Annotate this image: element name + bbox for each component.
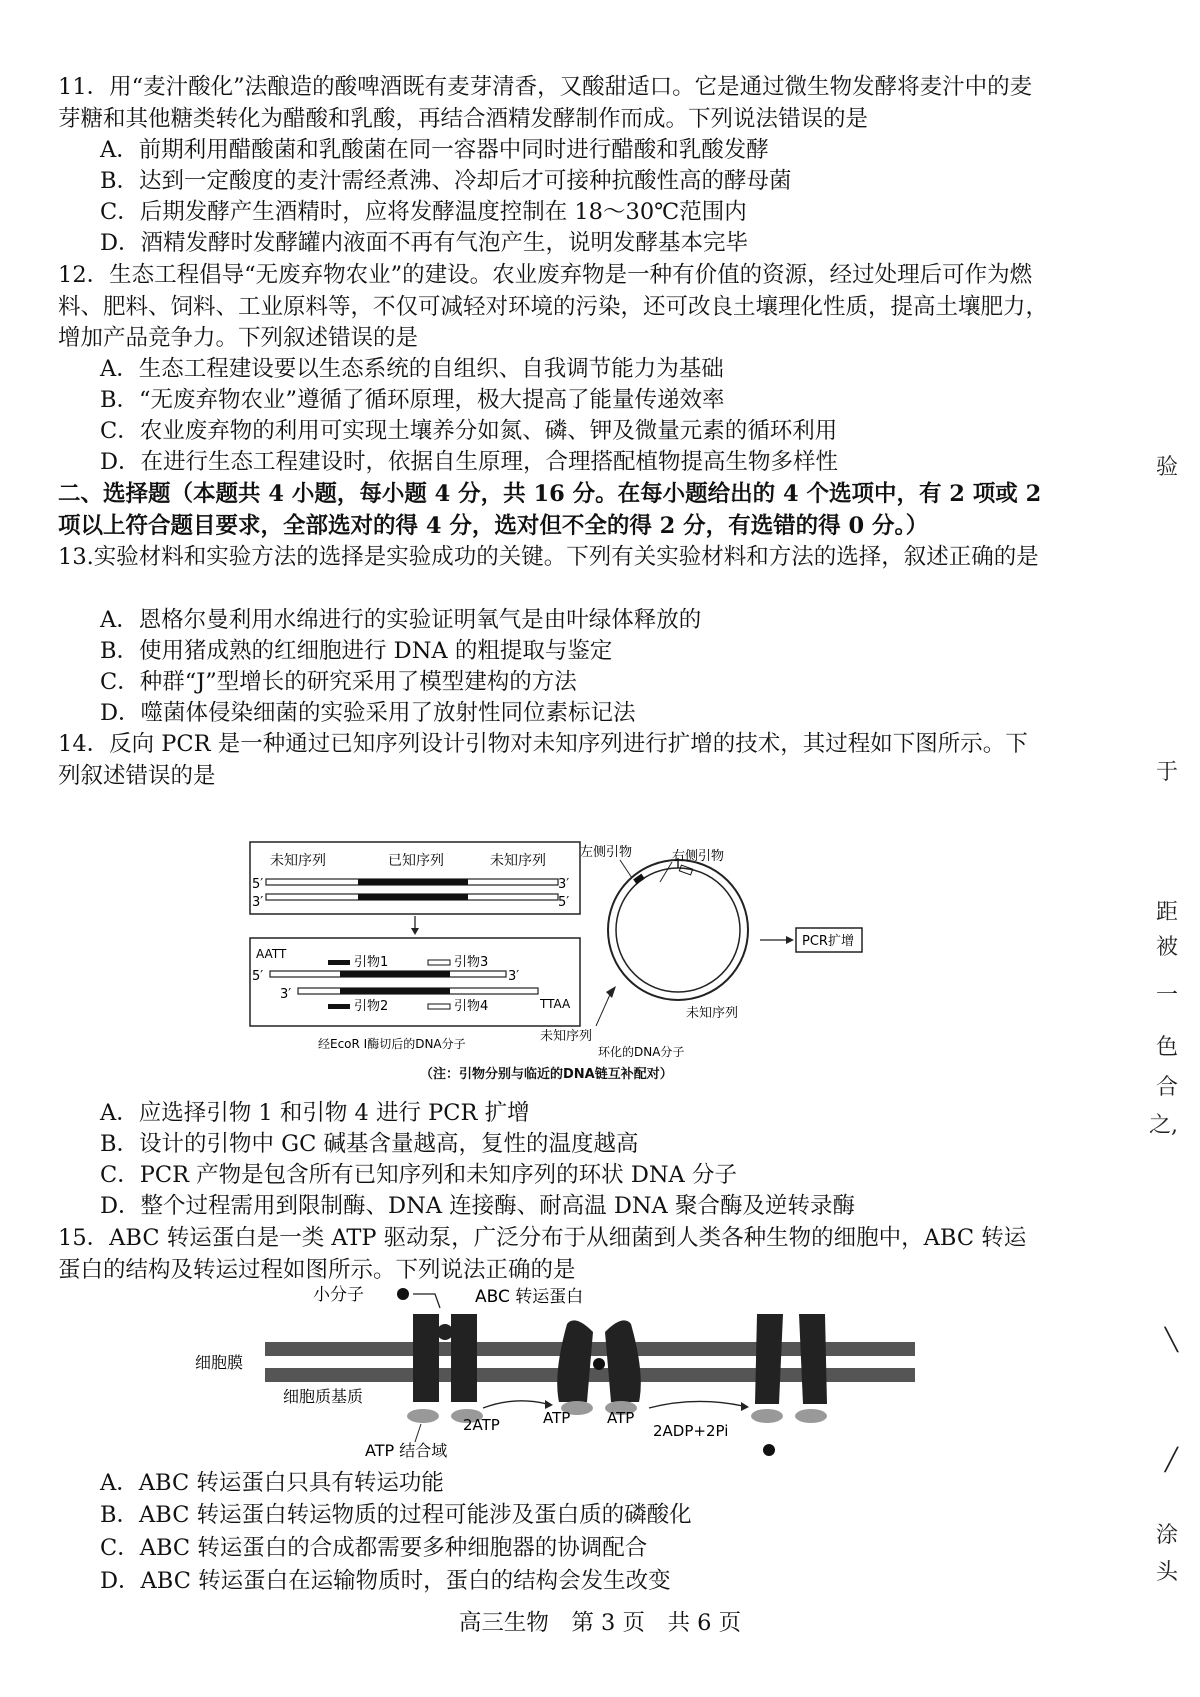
q13-option-b: B．使用猪成熟的红细胞进行 DNA 的粗提取与鉴定 bbox=[100, 638, 613, 664]
end-3-cut-right: 3′ bbox=[508, 969, 520, 984]
label-2atp: 2ATP bbox=[463, 1416, 500, 1434]
q14-stem: 14．反向 PCR 是一种通过已知序列设计引物对未知序列进行扩增的技术，其过程如下图所示。下列叙述错误的是 bbox=[58, 731, 1028, 789]
q13-option-a: A．恩格尔曼利用水绵进行的实验证明氧气是由叶绿体释放的 bbox=[100, 607, 702, 633]
margin-fragment: ╱ bbox=[1164, 1448, 1178, 1473]
margin-fragment: 合 bbox=[1155, 1075, 1178, 1100]
small-molecule-dot bbox=[397, 1288, 409, 1300]
label-primer1: 引物1 bbox=[354, 955, 389, 970]
label-ttaa: TTAA bbox=[540, 997, 571, 1011]
ring-caption: 环化的DNA分子 bbox=[598, 1045, 685, 1059]
label-aatt: AATT bbox=[256, 947, 287, 961]
label-unknown-left: 未知序列 bbox=[270, 853, 326, 869]
known-segment-bottom bbox=[358, 894, 468, 900]
label-cytoplasm: 细胞质基质 bbox=[283, 1387, 364, 1406]
margin-fragment: 距 bbox=[1155, 900, 1178, 925]
q12-stem: 12．生态工程倡导“无废弃物农业”的建设。农业废弃物是一种有价值的资源，经过处理后可作为燃料、肥料、饲料、工业原料等，不仅可减轻对环境的污染，还可改良土壤理化性质，提高土壤肥力，增加产品竞争力。下列叙述错误的是 bbox=[58, 262, 1049, 351]
label-pcr: PCR扩增 bbox=[802, 934, 854, 949]
q12-option-d: D．在进行生态工程建设时，依据自生原理，合理搭配植物提高生物多样性 bbox=[100, 449, 839, 475]
end-3-top: 3′ bbox=[558, 877, 570, 892]
q11-stem: 11．用“麦汁酸化”法酿造的酸啤酒既有麦芽清香，又酸甜适口。它是通过微生物发酵将麦汁中的麦芽糖和其他糖类转化为醋酸和乳酸，再结合酒精发酵制作而成。下列说法错误的是 bbox=[58, 74, 1033, 132]
label-abc-protein: ABC 转运蛋白 bbox=[475, 1287, 584, 1307]
q14-option-d: D．整个过程需用到限制酶、DNA 连接酶、耐高温 DNA 聚合酶及逆转录酶 bbox=[100, 1193, 855, 1219]
label-atp-a: ATP bbox=[543, 1409, 571, 1427]
q15-option-a: A．ABC 转运蛋白只具有转运功能 bbox=[100, 1470, 444, 1496]
margin-fragment: 之, bbox=[1149, 1113, 1178, 1138]
known-segment-top bbox=[358, 879, 468, 885]
label-ring-unknown-left: 未知序列 bbox=[540, 1029, 593, 1044]
label-left-primer: 左侧引物 bbox=[580, 845, 633, 860]
q15-stem: 15．ABC 转运蛋白是一类 ATP 驱动泵，广泛分布于从细菌到人类各种生物的细胞中，ABC 转运蛋白的结构及转运过程如图所示。下列说法正确的是 bbox=[58, 1225, 1027, 1283]
margin-fragment: 验 bbox=[1155, 455, 1178, 480]
margin-fragment: 于 bbox=[1155, 760, 1178, 785]
margin-fragment: 被 bbox=[1155, 935, 1178, 960]
label-small-molecule: 小分子 bbox=[313, 1285, 364, 1305]
q13-option-d: D．噬菌体侵染细菌的实验采用了放射性同位素标记法 bbox=[100, 700, 636, 726]
end-5-cut: 5′ bbox=[252, 969, 264, 984]
q15-option-c: C．ABC 转运蛋白的合成都需要多种细胞器的协调配合 bbox=[100, 1535, 648, 1561]
label-primer4: 引物4 bbox=[454, 999, 489, 1014]
label-right-primer: 右侧引物 bbox=[672, 849, 725, 864]
label-membrane: 细胞膜 bbox=[195, 1353, 244, 1372]
end-5-bottom: 5′ bbox=[558, 895, 570, 910]
q11-option-a: A．前期利用醋酸菌和乳酸菌在同一容器中同时进行醋酸和乳酸发酵 bbox=[100, 137, 769, 163]
label-primer3: 引物3 bbox=[454, 955, 489, 970]
abc-transporter-diagram bbox=[195, 1284, 925, 1466]
end-3-cut: 3′ bbox=[280, 987, 292, 1002]
margin-fragment: 一 bbox=[1155, 983, 1178, 1008]
label-atp-domain: ATP 结合域 bbox=[365, 1441, 448, 1460]
label-2adp-2pi: 2ADP+2Pi bbox=[653, 1422, 729, 1440]
page-footer: 高三生物 第 3 页 共 6 页 bbox=[458, 1610, 742, 1636]
margin-fragment: 色 bbox=[1155, 1035, 1178, 1060]
end-3-bottom: 3′ bbox=[252, 895, 264, 910]
margin-fragment: 涂 bbox=[1155, 1523, 1178, 1548]
q12-option-c: C．农业废弃物的利用可实现土壤养分如氮、磷、钾及微量元素的循环利用 bbox=[100, 418, 838, 444]
q14-option-b: B．设计的引物中 GC 碱基含量越高，复性的温度越高 bbox=[100, 1131, 639, 1157]
section-2-heading: 二、选择题（本题共 4 小题，每小题 4 分，共 16 分。在每小题给出的 4 个选项中，有 2 项或 2 项以上符合题目要求，全部选对的得 4 分，选对但不全的得 2 分，有选错的得 0 分。） bbox=[58, 481, 1042, 539]
q11-option-c: C．后期发酵产生酒精时，应将发酵温度控制在 18～30℃范围内 bbox=[100, 199, 747, 225]
label-known: 已知序列 bbox=[388, 853, 444, 869]
q14-option-c: C．PCR 产物是包含所有已知序列和未知序列的环状 DNA 分子 bbox=[100, 1162, 737, 1188]
reverse-pcr-diagram bbox=[240, 830, 880, 1070]
q14-figure-note: （注：引物分别与临近的DNA链互补配对） bbox=[420, 1067, 673, 1082]
q15-option-d: D．ABC 转运蛋白在运输物质时，蛋白的结构会发生改变 bbox=[100, 1568, 671, 1594]
label-ring-unknown-right: 未知序列 bbox=[686, 1006, 739, 1021]
q13-option-c: C．种群“J”型增长的研究采用了模型建构的方法 bbox=[100, 669, 577, 695]
q14-option-a: A．应选择引物 1 和引物 4 进行 PCR 扩增 bbox=[100, 1100, 530, 1126]
q11-option-d: D．酒精发酵时发酵罐内液面不再有气泡产生，说明发酵基本完毕 bbox=[100, 230, 749, 256]
label-unknown-right: 未知序列 bbox=[490, 853, 546, 869]
label-atp-b: ATP bbox=[607, 1409, 635, 1427]
q12-option-a: A．生态工程建设要以生态系统的自组织、自我调节能力为基础 bbox=[100, 356, 724, 382]
end-5-top: 5′ bbox=[252, 877, 264, 892]
q12-option-b: B．“无废弃物农业”遵循了循环原理，极大提高了能量传递效率 bbox=[100, 387, 725, 413]
q13-stem: 13.实验材料和实验方法的选择是实验成功的关键。下列有关实验材料和方法的选择，叙述正确的是 bbox=[58, 544, 1039, 570]
margin-fragment: 头 bbox=[1155, 1560, 1178, 1585]
margin-fragment: ╲ bbox=[1164, 1328, 1178, 1353]
transporter-state-3 bbox=[751, 1314, 827, 1456]
q15-option-b: B．ABC 转运蛋白转运物质的过程可能涉及蛋白质的磷酸化 bbox=[100, 1502, 692, 1528]
label-primer2: 引物2 bbox=[354, 999, 389, 1014]
cut-caption: 经EcoR I酶切后的DNA分子 bbox=[318, 1037, 466, 1051]
q11-option-b: B．达到一定酸度的麦汁需经煮沸、冷却后才可接种抗酸性高的酵母菌 bbox=[100, 168, 792, 194]
transporter-state-2 bbox=[557, 1320, 641, 1415]
cut-dna-frame bbox=[250, 938, 580, 1026]
circular-dna bbox=[608, 860, 748, 1000]
